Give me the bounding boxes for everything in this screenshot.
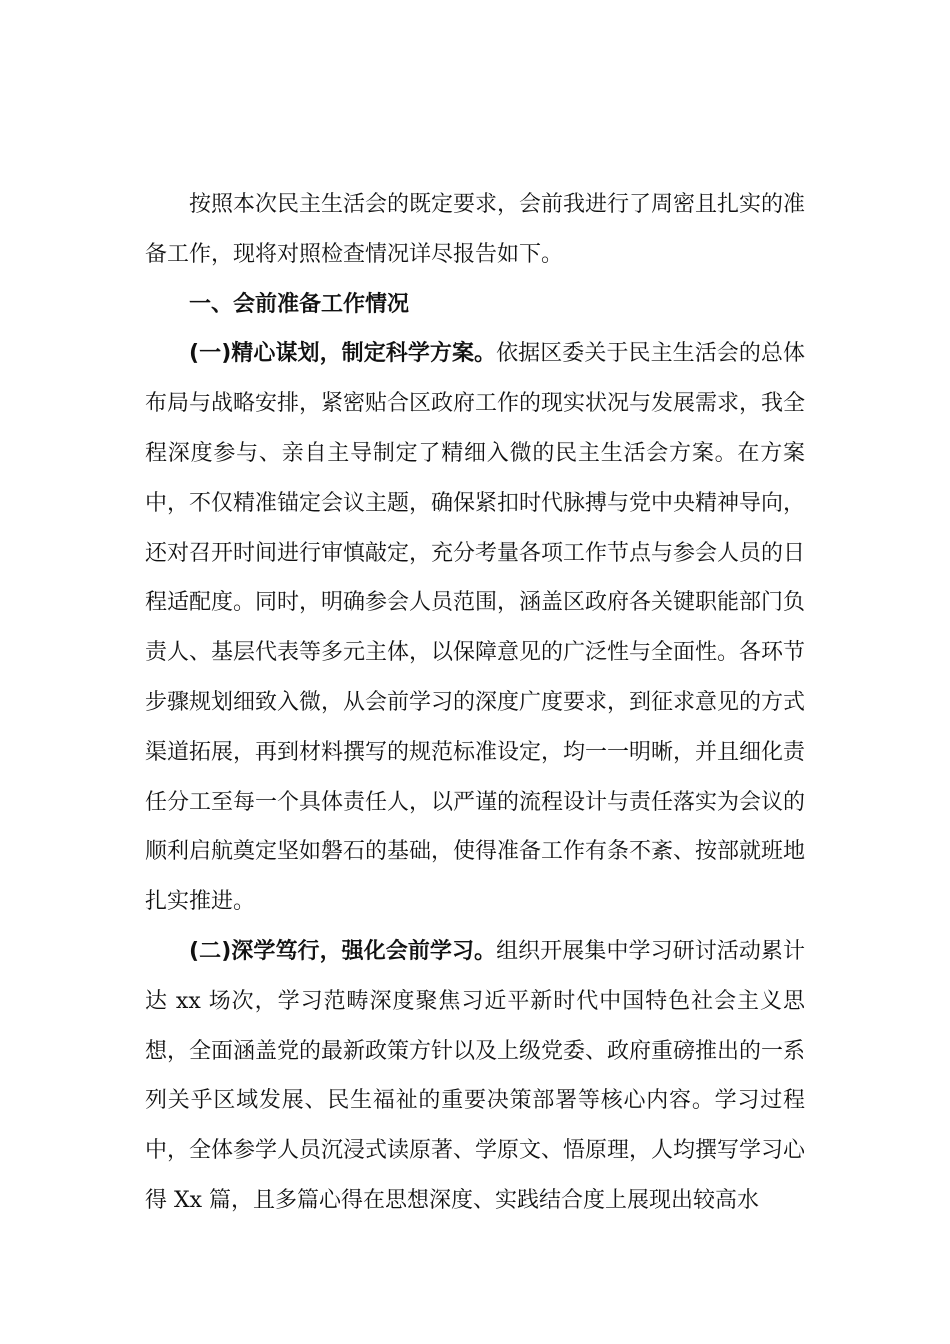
intro-paragraph: 按照本次民主生活会的既定要求，会前我进行了周密且扎实的准备工作，现将对照检查情况详尽报告如下。 xyxy=(145,192,806,267)
paragraph-1-title: (一)精心谋划，制定科学方案。 xyxy=(189,341,497,367)
paragraph-2 xyxy=(145,927,805,1226)
paragraph-2-title: (二)深学笃行，强化会前学习。 xyxy=(189,938,497,964)
section-heading: 一、会前准备工作情况 xyxy=(189,291,410,317)
document-body xyxy=(145,180,805,1226)
paragraph-1 xyxy=(145,329,805,927)
paragraph-2-body: 组织开展集中学习研讨活动累计达 xx 场次，学习范畴深度聚焦习近平新时代中国特色社会主义思想，全面涵盖党的最新政策方针以及上级党委、政府重磅推出的一系列关乎区域发展、民生福祉的重要决策部署等核心内容。学习过程中，全体参学人员沉浸式读原著、学原文、悟原理，人均撰写学习心得 Xx 篇，且多篇心得在思想深度、实践结合度上展现出较高水 xyxy=(145,938,806,1213)
paragraph-1-body: 依据区委关于民主生活会的总体布局与战略安排，紧密贴合区政府工作的现实状况与发展需求，我全程深度参与、亲自主导制定了精细入微的民主生活会方案。在方案中，不仅精准锚定会议主题，确保紧扣时代脉搏与党中央精神导向，还对召开时间进行审慎敲定，充分考量各项工作节点与参会人员的日程适配度。同时，明确参会人员范围，涵盖区政府各关键职能部门负责人、基层代表等多元主体，以保障意见的广泛性与全面性。各环节步骤规划细致入微，从会前学习的深度广度要求，到征求意见的方式渠道拓展，再到材料撰写的规范标准设定，均一一明晰，并且细化责任分工至每一个具体责任人，以严谨的流程设计与责任落实为会议的顺利启航奠定坚如磐石的基础，使得准备工作有条不紊、按部就班地扎实推进。 xyxy=(145,341,806,915)
